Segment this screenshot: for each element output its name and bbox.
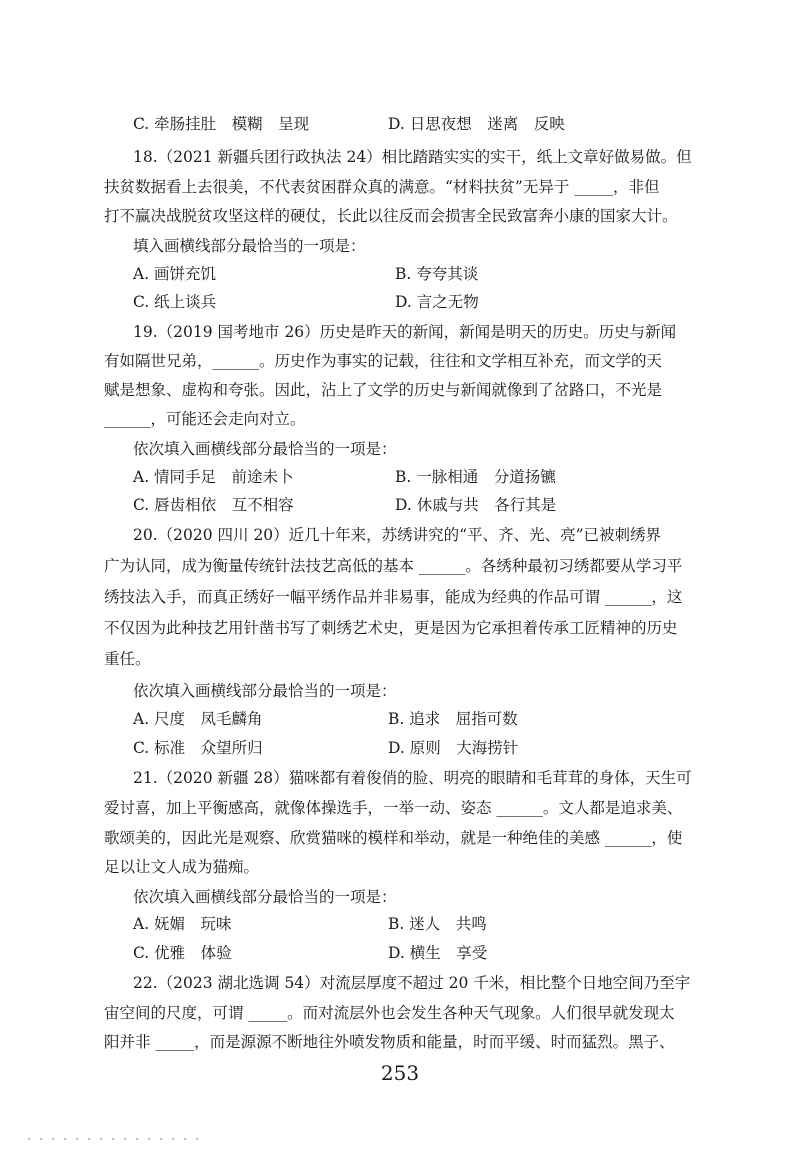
q17-option-d: D. 日思夜想 迷离 反映 — [388, 115, 565, 133]
q19-line-2: 有如隔世兄弟，______。历史作为事实的记载，往往和文学相互补充，而文学的天 — [104, 352, 663, 370]
q18-option-a: A. 画饼充饥 — [133, 265, 217, 283]
q18-option-c: C. 纸上谈兵 — [133, 293, 217, 311]
q19-option-c: C. 唇齿相依 互不相容 — [133, 496, 294, 514]
q18-option-d: D. 言之无物 — [395, 293, 479, 311]
q21-line-2: 爱讨喜，加上平衡感高，就像体操选手，一举一动、姿态 ______。文人都是追求美、 — [104, 799, 683, 817]
q19-line-1: 19.（2019 国考地市 26）历史是昨天的新闻，新闻是明天的历史。历史与新闻 — [133, 323, 677, 341]
q20-line-2: 广为认同，成为衡量传统针法技艺高低的基本 ______。各绣种最初习绣都要从学习平 — [104, 557, 683, 575]
q21-line-4: 足以让文人成为猫痴。 — [104, 858, 260, 876]
scan-artifact — [28, 1138, 198, 1140]
q21-option-b: B. 迷人 共鸣 — [388, 915, 487, 933]
q20-line-1: 20.（2020 四川 20）近几十年来，苏绣讲究的“平、齐、光、亮”已被刺绣界 — [133, 526, 662, 544]
q20-option-d: D. 原则 大海捞针 — [388, 739, 519, 757]
q18-option-b: B. 夸夸其谈 — [395, 265, 479, 283]
q19-prompt: 依次填入画横线部分最恰当的一项是： — [133, 440, 397, 458]
q20-line-3: 绣技法入手，而真正绣好一幅平绣作品并非易事，能成为经典的作品可谓 ______，这 — [104, 588, 683, 606]
q20-option-c: C. 标准 众望所归 — [133, 739, 263, 757]
q20-line-5: 重任。 — [104, 650, 151, 668]
q21-prompt: 依次填入画横线部分最恰当的一项是： — [133, 888, 397, 906]
q17-option-c: C. 牵肠挂肚 模糊 呈现 — [133, 115, 310, 133]
q22-line-3: 阳并非 _____，而是源源不断地往外喷发物质和能量，时而平缓、时而猛烈。黑子、 — [104, 1033, 675, 1051]
q18-line-3: 打不赢决战脱贫攻坚这样的硬仗，长此以往反而会损害全民致富奔小康的国家大计。 — [104, 207, 678, 225]
q20-prompt: 依次填入画横线部分最恰当的一项是： — [133, 682, 397, 700]
q18-prompt: 填入画横线部分最恰当的一项是： — [133, 237, 366, 255]
q19-line-4: ______，可能还会走向对立。 — [104, 410, 306, 428]
q20-option-a: A. 尺度 凤毛麟角 — [133, 710, 263, 728]
q20-option-b: B. 追求 屈指可数 — [388, 710, 518, 728]
q18-line-2: 扶贫数据看上去很美，不代表贫困群众真的满意。“材料扶贫”无异于 _____，非但 — [104, 178, 660, 196]
q18-line-1: 18.（2021 新疆兵团行政执法 24）相比踏踏实实的实干，纸上文章好做易做。但 — [133, 148, 692, 166]
q19-option-b: B. 一脉相通 分道扬镳 — [395, 468, 556, 486]
q22-line-1: 22.（2023 湖北选调 54）对流层厚度不超过 20 千米，相比整个日地空间乃至宇 — [133, 974, 691, 992]
q21-option-d: D. 横生 享受 — [388, 944, 488, 962]
q19-option-d: D. 休戚与共 各行其是 — [395, 496, 557, 514]
q21-option-a: A. 妩媚 玩味 — [133, 915, 232, 933]
q20-line-4: 不仅因为此种技艺用针凿书写了刺绣艺术史，更是因为它承担着传承工匠精神的历史 — [104, 619, 678, 637]
q19-option-a: A. 情同手足 前途未卜 — [133, 468, 294, 486]
q21-option-c: C. 优雅 体验 — [133, 944, 232, 962]
q22-line-2: 宙空间的尺度，可谓 _____。而对流层外也会发生各种天气现象。人们很早就发现太 — [104, 1004, 675, 1022]
q19-line-3: 赋是想象、虚构和夸张。因此，沾上了文学的历史与新闻就像到了岔路口，不光是 — [104, 381, 663, 399]
q21-line-3: 歌颂美的，因此光是观察、欣赏猫咪的模样和举动，就是一种绝佳的美感 ______，使 — [104, 829, 683, 847]
page-number: 253 — [380, 1061, 420, 1085]
q21-line-1: 21.（2020 新疆 28）猫咪都有着俊俏的脸、明亮的眼睛和毛茸茸的身体，天生可 — [133, 769, 692, 787]
